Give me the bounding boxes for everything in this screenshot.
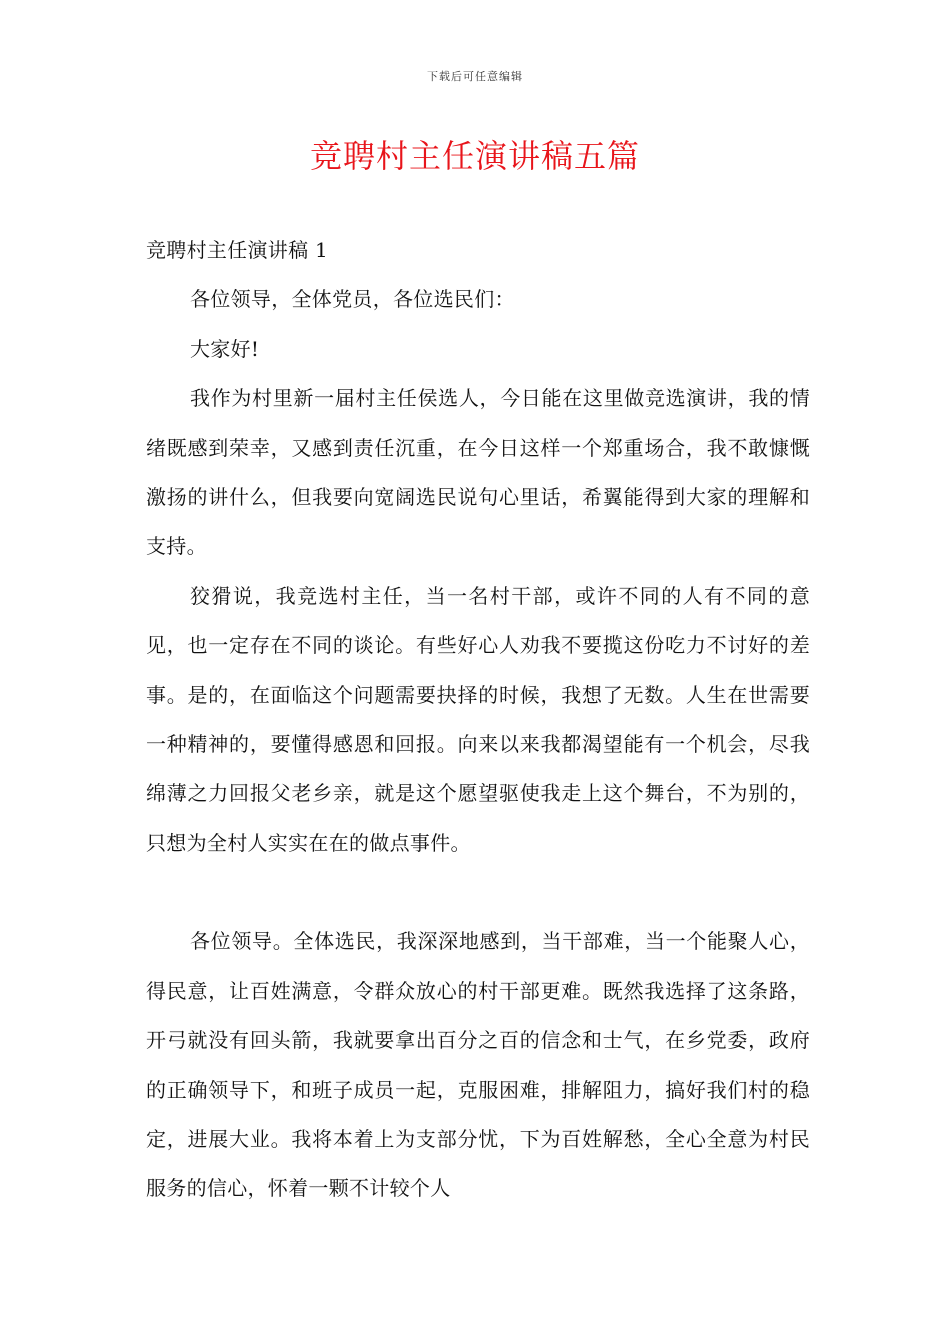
paragraph-motivation: 狡猾说，我竞选村主任，当一名村干部，或许不同的人有不同的意见，也一定存在不同的谈论。有些好心人劝我不要揽这份吃力不讨好的差事。是的，在面临这个问题需要抉择的时候，我想了无数。人生在世需要一种精神的，要懂得感恩和回报。向来以来我都渴望能有一个机会，尽我绵薄之力回报父老乡亲，就是这个愿望驱使我走上这个舞台，不为别的，只想为全村人实实在在的做点事件。 [146,583,810,855]
section-heading: 竞聘村主任演讲稿 1 [146,238,329,262]
paragraph-greeting: 各位领导，全体党员，各位选民们： [190,287,515,312]
paragraph-hello: 大家好! [190,336,260,361]
document-title: 竞聘村主任演讲稿五篇 [309,137,640,175]
paragraph-gap [146,868,810,917]
paragraph-commitment: 各位领导。全体选民，我深深地感到，当干部难，当一个能聚人心，得民意，让百姓满意，令群众放心的村干部更难。既然我选择了这条路，开弓就没有回头箭，我就要拿出百分之百的信念和士气，在乡党委，政府的正确领导下，和班子成员一起，克服困难，排解阻力，搞好我们村的稳定，进展大业。我将本着上为支部分忧，下为百姓解愁，全心全意为村民服务的信心，怀着一颗不计较个人 [146,929,810,1201]
paragraph-intro: 我作为村里新一届村主任侯选人，今日能在这里做竞选演讲，我的情绪既感到荣幸，又感到责任沉重，在今日这样一个郑重场合，我不敢慷慨激扬的讲什么，但我要向宽阔选民说句心里话，希翼能得到大家的理解和支持。 [146,386,810,559]
document-body [146,226,810,1214]
header-note: 下载后可任意编辑 [427,70,523,83]
